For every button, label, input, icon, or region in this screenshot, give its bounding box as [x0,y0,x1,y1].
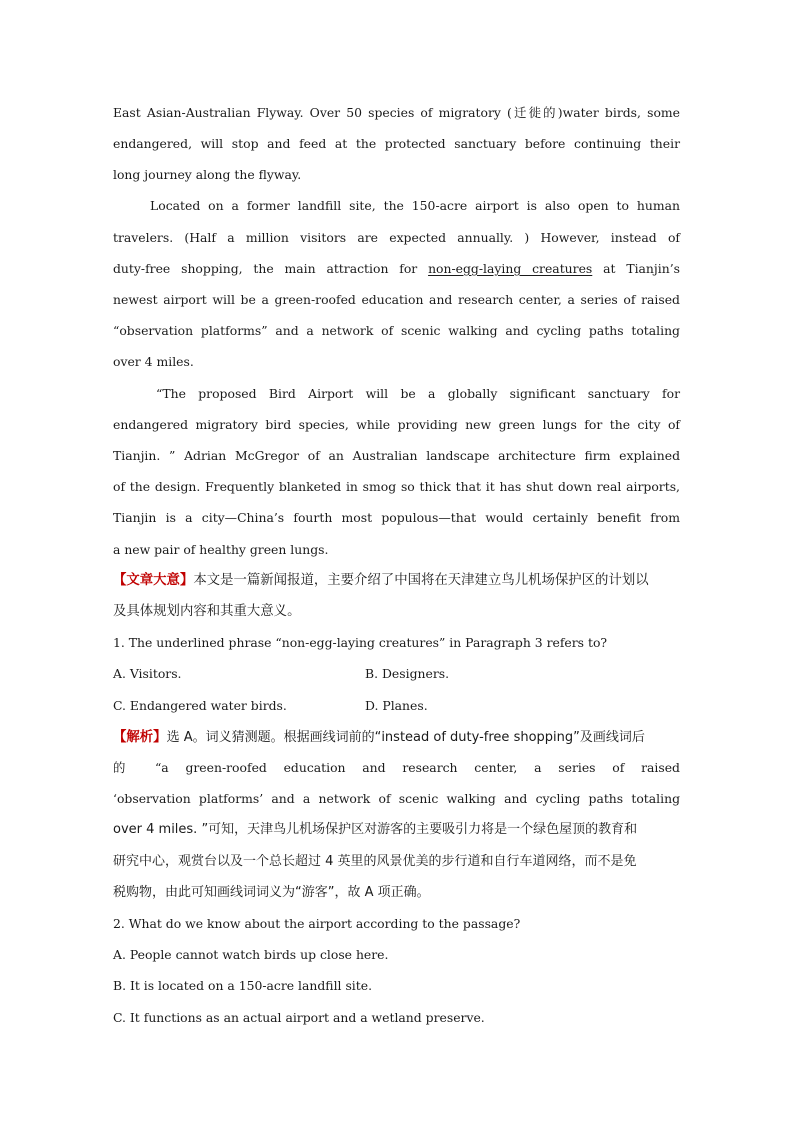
passage-line: endangered, will stop and feed at the protected sanctuary before continuing their [113,136,680,151]
analysis-line: 的 “a green-roofed education and research center, a series of raised [113,760,680,775]
passage-line: newest airport will be a green-roofed education and research center, a series of raised [113,292,680,307]
passage-text: at Tianjin’s [592,261,680,276]
passage-line: “observation platforms” and a network of scenic walking and cycling paths totaling [113,323,680,338]
passage-line: over 4 miles. [113,354,194,369]
option-c: C. It functions as an actual airport and a wetland preserve. [113,1010,485,1025]
passage-line [113,259,680,279]
analysis-label: 【解析】 [113,730,167,745]
passage-line: long journey along the flyway. [113,167,302,182]
analysis-line [113,727,680,747]
summary-line: 及具体规划内容和其重大意义。 [113,604,301,619]
option-d: D. Planes. [365,698,428,713]
passage-line: of the design. Frequently blanketed in smog so thick that it has shut down real airports, [113,479,680,494]
passage-line: travelers. (Half a million visitors are expected annually. ) However, instead of [113,230,680,245]
option-a: A. Visitors. [113,666,182,681]
passage-line: endangered migratory bird species, while providing new green lungs for the city of [113,417,680,432]
summary-text: 本文是一篇新闻报道，主要介绍了中国将在天津建立鸟儿机场保护区的计划以 [193,573,649,588]
option-a: A. People cannot watch birds up close here. [113,947,389,962]
analysis-text: 选 A。词义猜测题。根据画线词前的“instead of duty-free shopping”及画线词后 [166,730,645,745]
option-b: B. Designers. [365,666,450,681]
summary-label: 【文章大意】 [113,573,194,588]
question-stem: 1. The underlined phrase “non-egg-laying creatures” in Paragraph 3 refers to? [113,635,608,650]
passage-line: Tianjin is a city—China’s fourth most populous—that would certainly benefit from [113,510,680,525]
passage-line: East Asian-Australian Flyway. Over 50 species of migratory (迁徙的)water birds, some [113,105,680,120]
option-b: B. It is located on a 150-acre landfill site. [113,978,373,993]
underlined-phrase: non-egg-laying creatures [428,261,593,276]
analysis-line: ‘observation platforms’ and a network of scenic walking and cycling paths totaling [113,791,680,806]
question-stem: 2. What do we know about the airport according to the passage? [113,916,521,931]
passage-line: Tianjin. ” Adrian McGregor of an Australian landscape architecture firm explained [113,448,680,463]
analysis-line: 研究中心，观赏台以及一个总长超过 4 英里的风景优美的步行道和自行车道网络，而不是免 [113,854,637,869]
analysis-line: over 4 miles. ”可知，天津鸟儿机场保护区对游客的主要吸引力将是一个绿色屋顶的教育和 [113,822,638,837]
passage-line: Located on a former landfill site, the 150-acre airport is also open to human [150,198,680,213]
summary-line [113,571,680,591]
option-c: C. Endangered water birds. [113,698,287,713]
analysis-line: 税购物，由此可知画线词词义为“游客”，故 A 项正确。 [113,885,430,900]
passage-line: “The proposed Bird Airport will be a globally significant sanctuary for [156,386,680,401]
passage-text: duty-free shopping, the main attraction for [113,261,429,276]
passage-line: a new pair of healthy green lungs. [113,542,329,557]
